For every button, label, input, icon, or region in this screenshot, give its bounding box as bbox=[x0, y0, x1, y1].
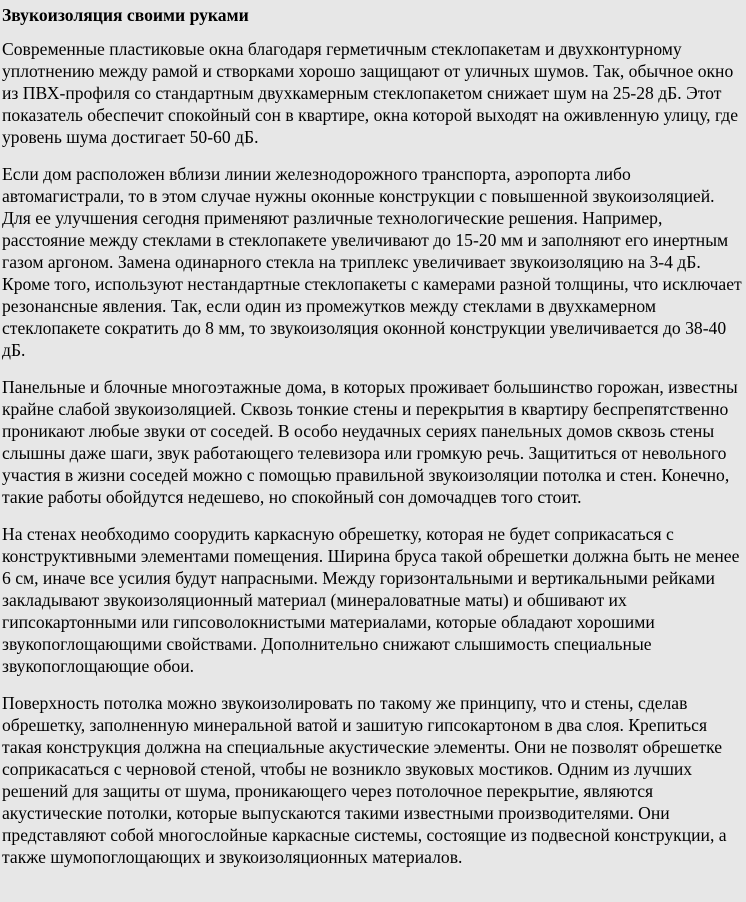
paragraph-high-noise-windows: Если дом расположен вблизи линии железнодорожного транспорта, аэропорта либо автомагистрали, то в этом случае нужны оконные конструкции с повышенной звукоизоляцией. Для ее улучшения сегодня применяют различные технологические решения. Например, расстояние между стеклами в стеклопакете увеличивают до 15-20 мм и заполняют его инертным газом аргоном. Замена одинарного стекла на триплекс увеличивает звукоизоляцию на 3-4 дБ. Кроме того, используют нестандартные стеклопакеты с камерами разной толщины, что исключает резонансные явления. Так, если один из промежутков между стеклами в двухкамерном стеклопакете сократить до 8 мм, то звукоизоляция оконной конструкции увеличивается до 38-40 дБ. bbox=[2, 164, 742, 360]
paragraph-ceiling: Поверхность потолка можно звукоизолировать по такому же принципу, что и стены, сделав обрешетку, заполненную минеральной ватой и зашитую гипсокартоном в два слоя. Крепиться такая конструкция должна на специальные акустические элементы. Они не позволят обрешетке соприкасаться с черновой стеной, чтобы не возникло звуковых мостиков. Одним из лучших решений для защиты от шума, проникающего через потолочное перекрытие, являются акустические потолки, которые выпускаются такими известными производителями. Они представляют собой многослойные каркасные системы, состоящие из подвесной конструкции, а также шумопоглощающих и звукоизоляционных материалов. bbox=[2, 693, 727, 867]
paragraph-walls: На стенах необходимо соорудить каркасную обрешетку, которая не будет соприкасаться с конструктивными элементами помещения. Ширина бруса такой обрешетки должна быть не менее 6 см, иначе все усилия будут напрасными. Между горизонтальными и вертикальными рейками закладывают звукоизоляционный материал (минераловатные маты) и обшивают их гипсокартонными или гипсоволокнистыми материалами, которые обладают хорошими звукопоглощающими свойствами. Дополнительно снижают слышимость специальные звукопоглощающие обои. bbox=[2, 524, 740, 676]
article-title: Звукоизоляция своими руками bbox=[2, 5, 249, 25]
paragraph-windows: Современные пластиковые окна благодаря герметичным стеклопакетам и двухконтурному уплотнению между рамой и створками хорошо защищают от уличных шумов. Так, обычное окно из ПВХ-профиля со стандартным двухкамерным стеклопакетом снижает шум на 25-28 дБ. Этот показатель обеспечит спокойный сон в квартире, окна которой выходят на оживленную улицу, где уровень шума достигает 50-60 дБ. bbox=[2, 39, 739, 147]
paragraph-panel-houses: Панельные и блочные многоэтажные дома, в которых проживает большинство горожан, известны крайне слабой звукоизоляцией. Сквозь тонкие стены и перекрытия в квартиру беспрепятственно проникают любые звуки от соседей. В особо неудачных сериях панельных домов сквозь стены слышны даже шаги, звук работающего телевизора или громкую речь. Защититься от невольного участия в жизни соседей можно с помощью правильной звукоизоляции потолка и стен. Конечно, такие работы обойдутся недешево, но спокойный сон домочадцев того стоит. bbox=[2, 377, 738, 507]
